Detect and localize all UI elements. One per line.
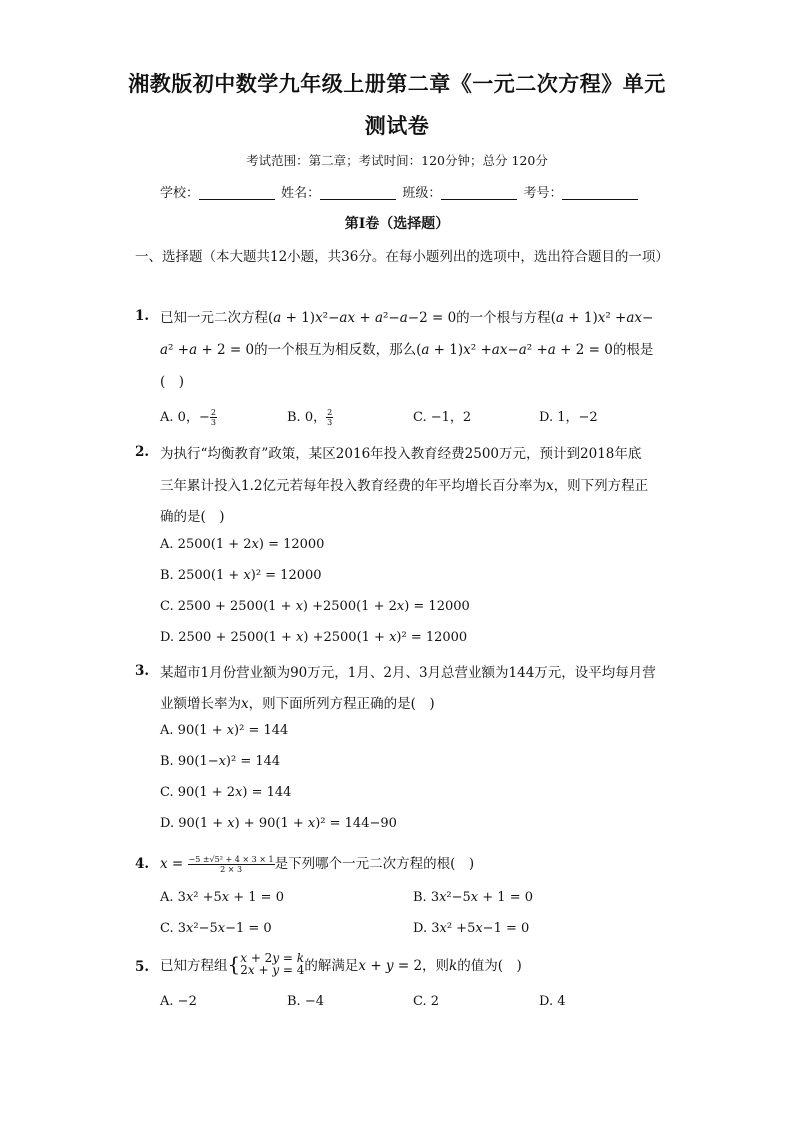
question-4-option-c[interactable]: C. 3𝑥²−5𝑥−1 = 0 — [160, 921, 272, 936]
student-info-fields — [160, 182, 640, 201]
question-2-line-1: 为执行“均衡教育”政策，某区2016年投入教育经费2500万元，预计到2018年底 — [160, 446, 642, 462]
question-1-line-3: ( ) — [160, 374, 185, 390]
school-label: 学校： — [160, 186, 200, 201]
section-title: 第I卷（选择题） — [344, 216, 450, 232]
name-blank[interactable] — [320, 185, 396, 200]
question-5-stem: 已知方程组{ 𝑥 + 2𝑦 = 𝑘 2𝑥 + 𝑦 = 4 的解满足𝑥 + 𝑦 = 2，则𝑘的值为( ) — [160, 951, 522, 977]
question-1-number: 1. — [135, 308, 150, 324]
brace-icon: { — [227, 952, 241, 976]
question-2-line-2: 三年累计投入1.2亿元若每年投入教育经费的年平均增长百分率为𝑥，则下列方程正 — [160, 478, 649, 494]
question-1-option-c[interactable]: C. −1，2 — [413, 410, 472, 425]
exam-info: 考试范围：第二章；考试时间：120分钟；总分 120分 — [246, 153, 548, 168]
question-2-option-c[interactable]: C. 2500 + 2500(1 + 𝑥) +2500(1 + 2𝑥) = 12000 — [160, 599, 470, 614]
question-3-line-1: 某超市1月份营业额为90万元，1月、2月、3月总营业额为144万元，设平均每月营 — [160, 665, 656, 681]
question-1-line-1: 已知一元二次方程(𝑎 + 1)𝑥²−𝑎𝑥 + 𝑎²−𝑎−2 = 0的一个根与方程(𝑎 + 1)𝑥² +𝑎𝑥− — [160, 310, 654, 326]
name-label: 姓名： — [281, 186, 321, 201]
question-5-number: 5. — [135, 959, 150, 975]
school-blank[interactable] — [199, 185, 275, 200]
class-label: 班级： — [402, 186, 442, 201]
question-2-option-d[interactable]: D. 2500 + 2500(1 + 𝑥) +2500(1 + 𝑥)² = 12000 — [160, 630, 468, 645]
question-1-option-d[interactable]: D. 1，−2 — [539, 410, 598, 425]
number-label: 考号： — [523, 186, 563, 201]
question-1-option-b[interactable]: B. 0， $\frac{2}{3}$ — [287, 408, 333, 427]
question-2-line-3: 确的是( ) — [160, 509, 225, 525]
number-blank[interactable] — [562, 185, 638, 200]
question-4-option-b[interactable]: B. 3𝑥²−5𝑥 + 1 = 0 — [413, 890, 533, 905]
question-1-option-a[interactable]: A. 0，− $\frac{2}{3}$ — [160, 408, 216, 427]
equation-system: 𝑥 + 2𝑦 = 𝑘 2𝑥 + 𝑦 = 4 — [240, 951, 305, 977]
question-4-stem: 𝑥 = $\frac{\text{−5 ±√5² + 4 × 3 × 1}}{2 \times 3}$ 是下列哪个一元二次方程的根( ) — [160, 855, 475, 874]
question-3-option-b[interactable]: B. 90(1−𝑥)² = 144 — [160, 754, 281, 769]
exam-title-line2: 测试卷 — [364, 114, 430, 138]
question-1-line-2: 𝑎² +𝑎 + 2 = 0的一个根互为相反数，那么(𝑎 + 1)𝑥² +𝑎𝑥−𝑎² +𝑎 + 2 = 0的根是 — [160, 342, 654, 358]
question-5-option-a[interactable]: A. −2 — [160, 994, 197, 1009]
question-2-option-a[interactable]: A. 2500(1 + 2𝑥) = 12000 — [160, 537, 325, 552]
question-3-option-c[interactable]: C. 90(1 + 2𝑥) = 144 — [160, 785, 292, 800]
exam-title-line1: 湘教版初中数学九年级上册第二章《一元二次方程》单元 — [128, 72, 666, 96]
fraction: $\frac{2}{3}$ — [210, 408, 216, 427]
fraction: $\frac{2}{3}$ — [327, 408, 333, 427]
question-5-option-b[interactable]: B. −4 — [287, 994, 324, 1009]
question-5-option-d[interactable]: D. 4 — [539, 994, 566, 1009]
root-formula-fraction: $\frac{\text{−5 ±√5² + 4 × 3 × 1}}{2 \times 3}$ — [188, 855, 274, 874]
question-4-number: 4. — [135, 856, 150, 872]
question-4-option-d[interactable]: D. 3𝑥² +5𝑥−1 = 0 — [413, 921, 530, 936]
question-3-number: 3. — [135, 663, 150, 679]
question-3-option-d[interactable]: D. 90(1 + 𝑥) + 90(1 + 𝑥)² = 144−90 — [160, 816, 397, 831]
question-5-option-c[interactable]: C. 2 — [413, 994, 440, 1009]
class-blank[interactable] — [441, 185, 517, 200]
question-2-option-b[interactable]: B. 2500(1 + 𝑥)² = 12000 — [160, 568, 322, 583]
question-2-number: 2. — [135, 444, 150, 460]
question-3-line-2: 业额增长率为𝑥，则下面所列方程正确的是( ) — [160, 696, 435, 712]
section-description: 一、选择题（本大题共12小题，共36分。在每小题列出的选项中，选出符合题目的一项） — [135, 249, 669, 265]
question-4-option-a[interactable]: A. 3𝑥² +5𝑥 + 1 = 0 — [160, 890, 284, 905]
question-3-option-a[interactable]: A. 90(1 + 𝑥)² = 144 — [160, 723, 289, 738]
